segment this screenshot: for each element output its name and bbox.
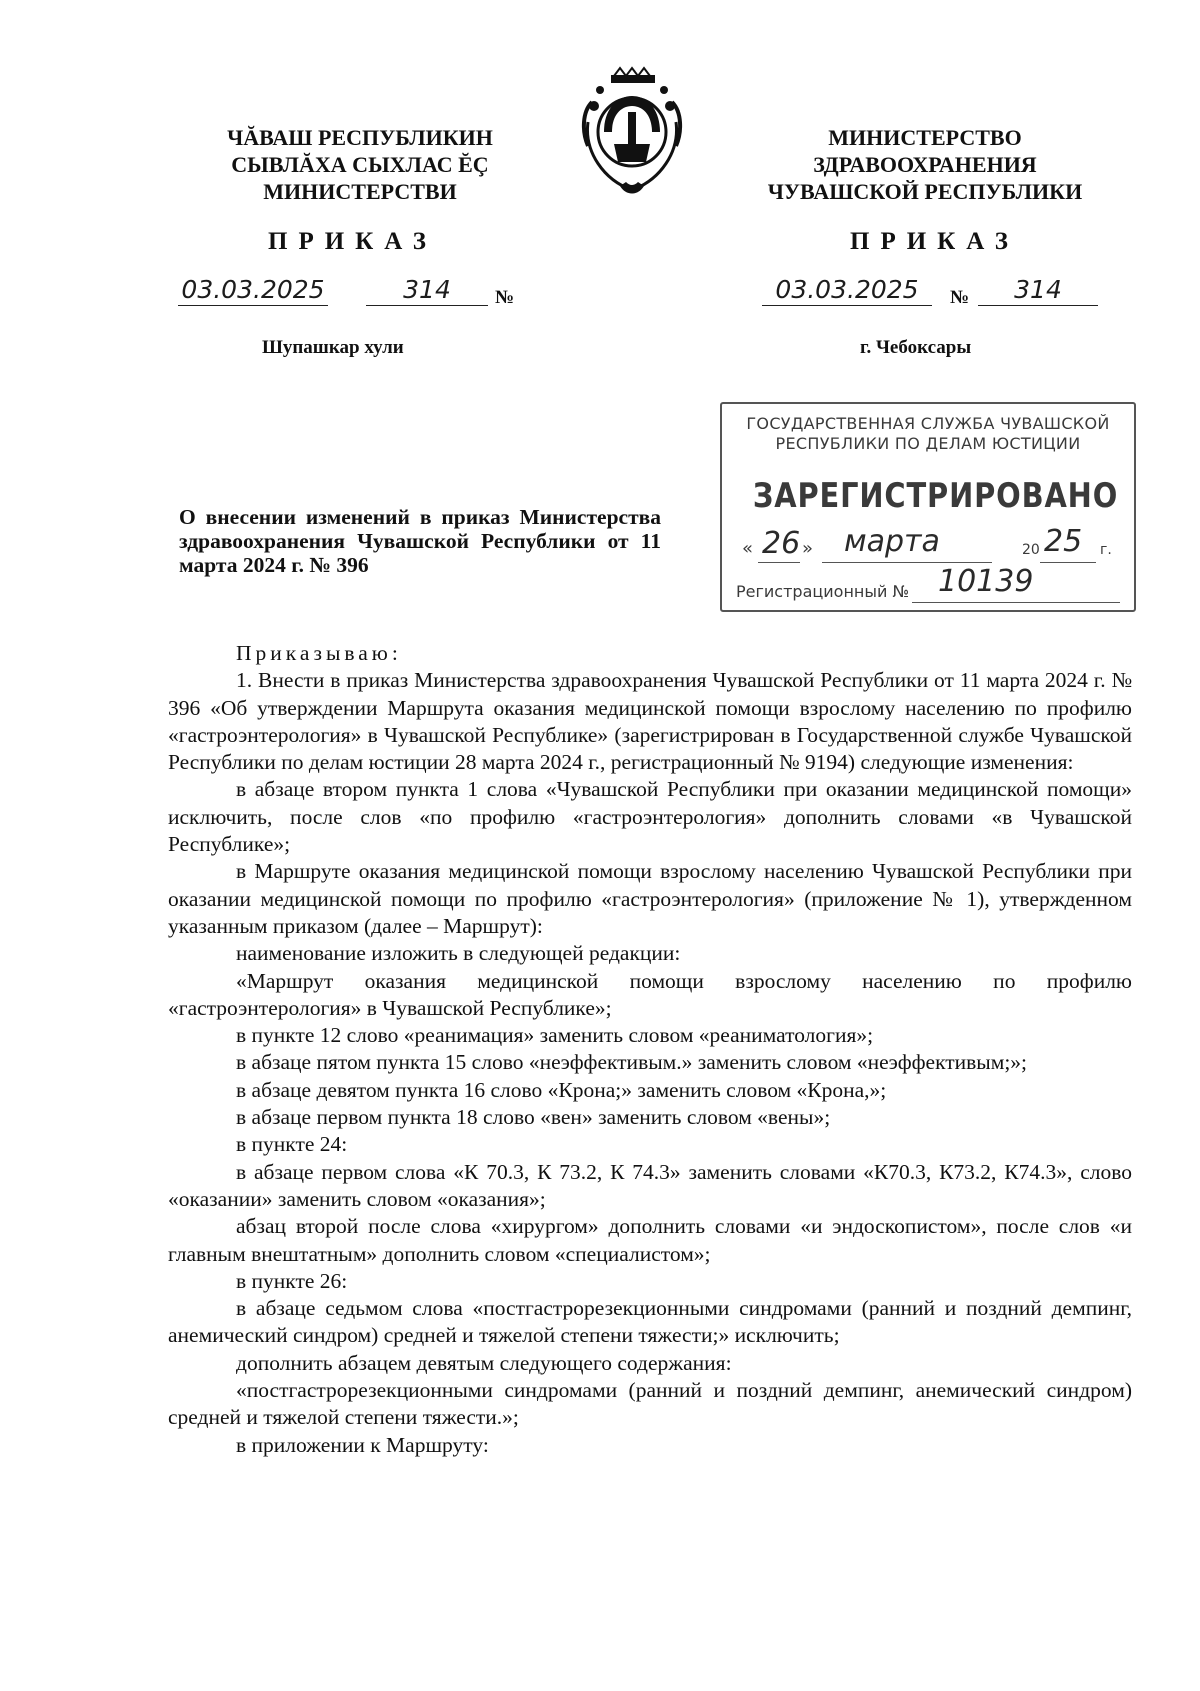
right-number-sign: № bbox=[950, 287, 970, 308]
right-date-field bbox=[762, 275, 932, 306]
header-left-line: МИНИСТЕРСТВИ bbox=[263, 179, 457, 204]
header-left-org bbox=[175, 124, 545, 205]
body-paragraph: в приложении к Маршруту: bbox=[236, 1432, 489, 1457]
city-left: Шупашкар хули bbox=[262, 337, 404, 358]
stamp-reg-label: Регистрационный № bbox=[736, 582, 910, 601]
right-number-field bbox=[978, 275, 1098, 306]
registration-stamp bbox=[720, 402, 1136, 612]
header-right-line: ЧУВАШСКОЙ РЕСПУБЛИКИ bbox=[767, 179, 1083, 204]
stamp-status: ЗАРЕГИСТРИРОВАНО bbox=[752, 476, 1119, 516]
body-paragraph: 1. Внести в приказ Министерства здравоохранения Чувашской Республики от 11 марта 2024 г. № 396 «Об утверждении Маршрута оказания медицинской помощи взрослому населению по профилю «гастроэнтерология» в Чувашской Республике» (зарегистрирован в Государственной службе Чувашской Республики по делам юстиции 28 марта 2024 г., регистрационный № 9194) следующие изменения: bbox=[168, 668, 1132, 775]
body-paragraph: в абзаце первом пункта 18 слово «вен» заменить словом «вены»; bbox=[236, 1105, 831, 1130]
left-number: 314 bbox=[403, 275, 451, 304]
body-paragraph: дополнить абзацем девятым следующего содержания: bbox=[236, 1350, 732, 1375]
header-left-line: ЧĂВАШ РЕСПУБЛИКИН bbox=[227, 125, 493, 150]
stamp-org-line: РЕСПУБЛИКИ ПО ДЕЛАМ ЮСТИЦИИ bbox=[775, 434, 1081, 453]
body-paragraph: в абзаце первом слова «К 70.3, К 73.2, К 74.3» заменить словами «К70.3, К73.2, К74.3», слово «оказании» заменить словом «оказания»; bbox=[168, 1159, 1132, 1211]
stamp-month: марта bbox=[844, 524, 940, 559]
body-paragraph: «Маршрут оказания медицинской помощи взрослому населению по профилю «гастроэнтерология» в Чувашской Республике»; bbox=[168, 968, 1132, 1020]
body-paragraph: в абзаце пятом пункта 15 слово «неэффективым.» заменить словом «неэффективым;»; bbox=[236, 1050, 1028, 1075]
doc-type-left: ПРИКАЗ bbox=[268, 228, 437, 255]
header-left-line: СЫВЛĂХА СЫХЛАС ĔÇ bbox=[231, 152, 489, 177]
body-paragraph: в пункте 26: bbox=[236, 1268, 348, 1293]
stamp-year-prefix: 20 bbox=[1022, 542, 1040, 558]
body-paragraph: Приказываю: bbox=[236, 641, 402, 665]
left-number-field bbox=[366, 275, 488, 306]
body-paragraph: в абзаце девятом пункта 16 слово «Крона;» заменить словом «Крона,»; bbox=[236, 1077, 887, 1102]
header-right-line: ЗДРАВООХРАНЕНИЯ bbox=[813, 152, 1037, 177]
coat-of-arms-icon bbox=[574, 62, 690, 202]
right-date: 03.03.2025 bbox=[775, 275, 919, 304]
stamp-org-line: ГОСУДАРСТВЕННАЯ СЛУЖБА ЧУВАШСКОЙ bbox=[746, 414, 1110, 433]
stamp-reg-number: 10139 bbox=[938, 564, 1034, 599]
right-number: 314 bbox=[1014, 275, 1062, 304]
header-right-line: МИНИСТЕРСТВО bbox=[828, 125, 1022, 150]
header-right-org bbox=[740, 124, 1110, 205]
body-paragraph: в абзаце седьмом слова «постгастрорезекционными синдромами (ранний и поздний демпинг, анемический синдром) средней и тяжелой степени тяжести;» исключить; bbox=[168, 1296, 1132, 1348]
stamp-year-unit: г. bbox=[1100, 542, 1112, 558]
doc-type-right: ПРИКАЗ bbox=[850, 228, 1019, 255]
body-paragraph: в Маршруте оказания медицинской помощи взрослому населению Чувашской Республики при оказании медицинской помощи по профилю «гастроэнтерология» (приложение № 1), утвержденном указанным приказом (далее – Маршрут): bbox=[168, 859, 1132, 938]
body-paragraph: в пункте 24: bbox=[236, 1132, 348, 1157]
order-body bbox=[168, 640, 1132, 1459]
left-number-sign: № bbox=[495, 287, 515, 308]
stamp-org bbox=[722, 414, 1134, 454]
body-paragraph: «постгастрорезекционными синдромами (ранний и поздний демпинг, анемический синдром) средней и тяжелой степени тяжести.»; bbox=[168, 1378, 1132, 1430]
body-paragraph: в пункте 12 слово «реанимация» заменить словом «реаниматология»; bbox=[236, 1023, 874, 1048]
body-paragraph: абзац второй после слова «хирургом» дополнить словами «и эндоскопистом», после слов «и главным внештатным» дополнить словом «специалистом»; bbox=[168, 1214, 1132, 1266]
stamp-quote-open: « bbox=[742, 538, 754, 559]
stamp-quote-close: » bbox=[802, 538, 814, 559]
left-date: 03.03.2025 bbox=[181, 275, 325, 304]
order-subject: О внесении изменений в приказ Министерства здравоохранения Чувашской Республики от 11 марта 2024 г. № 396 bbox=[179, 505, 661, 577]
stamp-year-suffix: 25 bbox=[1044, 524, 1083, 559]
city-right: г. Чебоксары bbox=[860, 337, 972, 358]
body-paragraph: наименование изложить в следующей редакции: bbox=[236, 941, 681, 966]
body-paragraph: в абзаце втором пункта 1 слова «Чувашской Республики при оказании медицинской помощи» исключить, после слов «по профилю «гастроэнтерология» дополнить словами «в Чувашской Республике»; bbox=[168, 777, 1132, 857]
stamp-day: 26 bbox=[762, 526, 801, 561]
left-date-field bbox=[178, 275, 328, 306]
